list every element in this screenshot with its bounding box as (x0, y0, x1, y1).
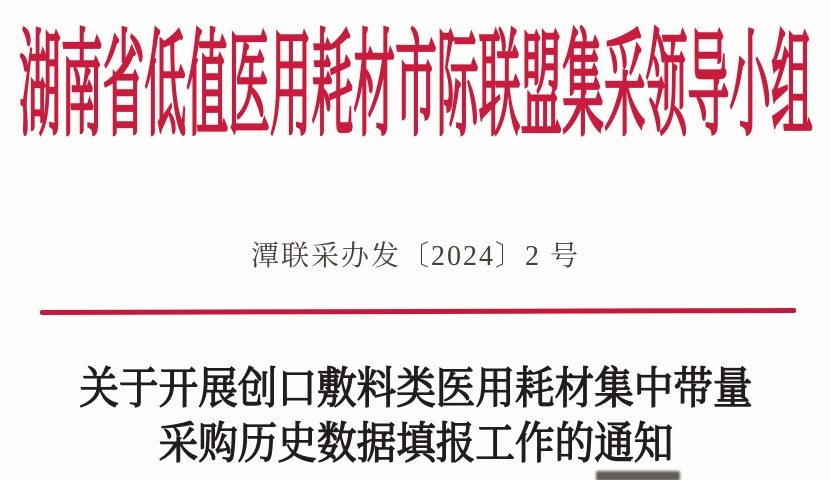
masthead (0, 23, 831, 151)
notice-title (0, 361, 831, 471)
cutoff-artifact-bar (596, 471, 680, 480)
notice-title-line1: 关于开展创口敷料类医用耗材集中带量 (78, 364, 753, 413)
notice-title-line2: 采购历史数据填报工作的通知 (158, 419, 673, 468)
masthead-title: 湖南省低值医用耗材市际联盟集采领导小组 (18, 23, 813, 151)
red-divider-line (40, 308, 796, 315)
document-number: 潭联采办发〔2024〕2 号 (250, 241, 580, 272)
